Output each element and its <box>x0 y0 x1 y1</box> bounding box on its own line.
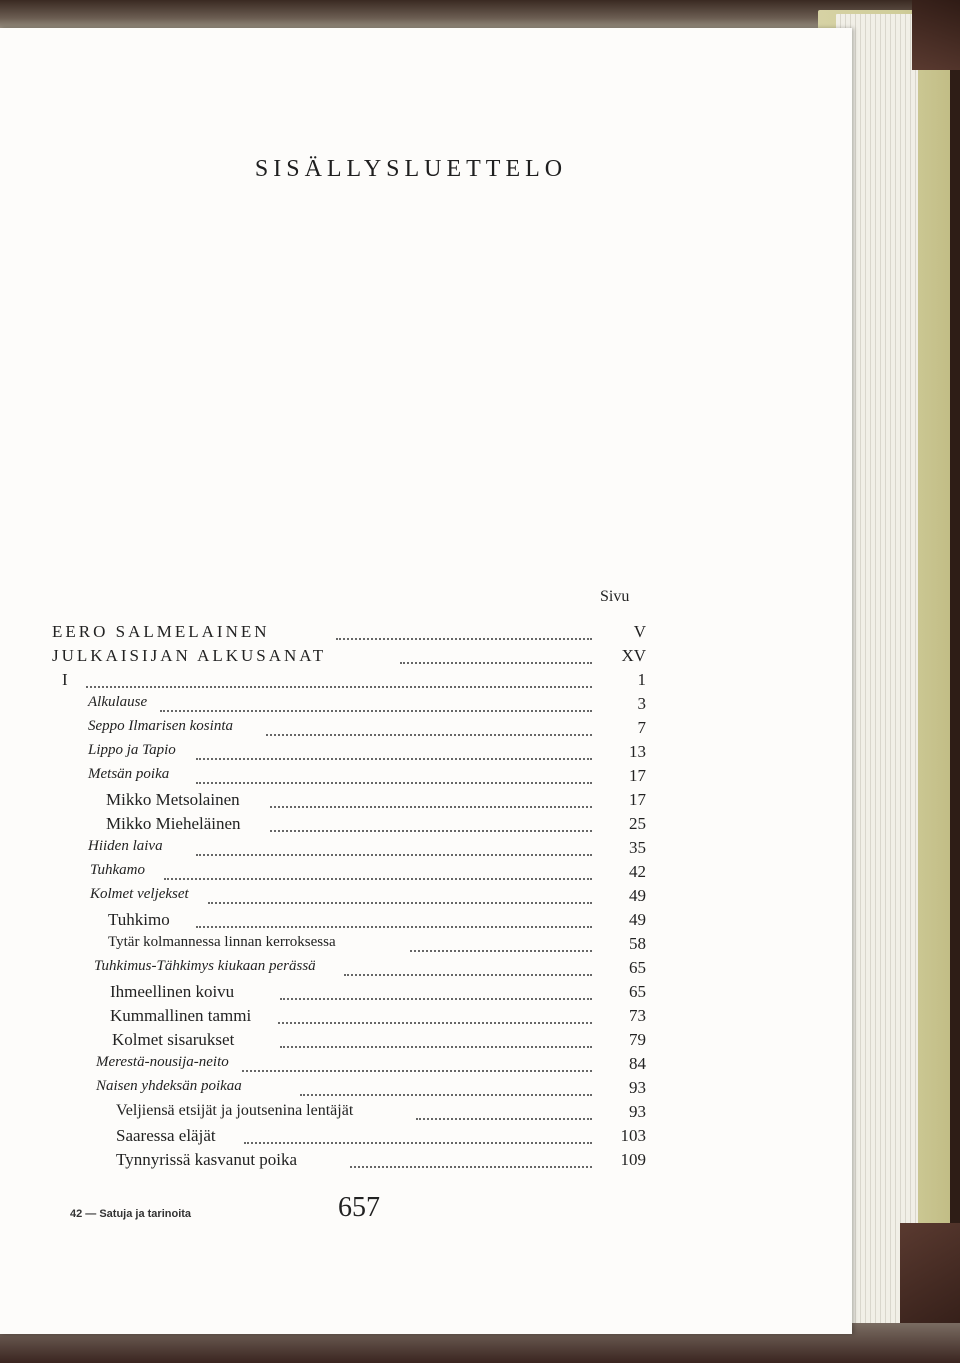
toc-entry-title: Kolmet sisarukset <box>112 1030 235 1049</box>
toc-entry-title: Veljiensä etsijät ja joutsenina lentäjät <box>116 1102 354 1119</box>
page-title: SISÄLLYSLUETTELO <box>254 156 568 182</box>
toc-entry-title: Naisen yhdeksän poikaa <box>96 1078 242 1094</box>
toc-entry-title: Mikko Mieheläinen <box>106 814 241 833</box>
dot-leader <box>280 1024 592 1048</box>
toc-entry-title: Tynnyrissä kasvanut poika <box>116 1150 298 1169</box>
dot-leader <box>208 880 592 904</box>
toc-page-number: 49 <box>629 910 646 929</box>
dot-leader <box>196 832 592 856</box>
toc-page-number: 49 <box>629 886 646 905</box>
dot-leader <box>280 976 592 1000</box>
leather-corner-top <box>912 0 960 70</box>
book-cover-top <box>0 0 960 30</box>
dot-leader <box>350 1144 592 1168</box>
toc-page-number: 79 <box>629 1030 646 1049</box>
page-column-header: Sivu <box>600 588 630 605</box>
dot-leader <box>196 760 592 784</box>
dot-leader <box>278 1000 592 1024</box>
toc-page-number: 109 <box>620 1150 646 1169</box>
toc-page-number: 93 <box>629 1102 646 1121</box>
toc-entry-title: Tuhkimus-Tähkimys kiukaan perässä <box>94 958 316 974</box>
toc-entry-title: Kolmet veljekset <box>90 886 189 902</box>
toc-page-number: 3 <box>637 694 646 713</box>
dot-leader <box>266 712 592 736</box>
toc-entry-title: Hiiden laiva <box>88 838 163 854</box>
dot-leader <box>244 1120 592 1144</box>
toc-page-number: 65 <box>629 982 646 1001</box>
toc-page-number: 25 <box>629 814 646 833</box>
book-page <box>0 28 852 1334</box>
dot-leader <box>196 904 592 928</box>
toc-page-number: 103 <box>620 1126 646 1145</box>
dot-leader <box>336 616 592 640</box>
toc-entry-title: JULKAISIJAN ALKUSANAT <box>52 646 327 665</box>
dot-leader <box>270 808 592 832</box>
toc-page-number: 42 <box>629 862 646 881</box>
toc-page-number: 93 <box>629 1078 646 1097</box>
toc-page-number: 84 <box>629 1054 646 1073</box>
toc-entry-title: I <box>62 670 68 689</box>
toc-page-number: 17 <box>629 790 646 809</box>
toc-entry-title: Mikko Metsolainen <box>106 790 240 809</box>
dot-leader <box>196 736 592 760</box>
toc-entry-title: Alkulause <box>88 694 148 710</box>
toc-page-number: 13 <box>629 742 646 761</box>
toc-page-number: 17 <box>629 766 646 785</box>
dot-leader <box>242 1048 592 1072</box>
dot-leader <box>400 640 592 664</box>
toc-entry-title: Seppo Ilmarisen kosinta <box>88 718 233 734</box>
dot-leader <box>86 664 592 688</box>
toc-page-number: 1 <box>637 670 646 689</box>
toc-page-number: 65 <box>629 958 646 977</box>
table-of-contents <box>0 28 852 1334</box>
toc-entry-title: Metsän poika <box>88 766 170 782</box>
toc-entry-title: Merestä-nousija-neito <box>96 1054 229 1070</box>
toc-entry-title: EERO SALMELAINEN <box>52 622 270 641</box>
dot-leader <box>416 1096 592 1120</box>
toc-page-number: V <box>633 622 646 641</box>
dot-leader <box>160 688 592 712</box>
toc-entry-title: Ihmeellinen koivu <box>110 982 235 1001</box>
dot-leader <box>344 952 592 976</box>
dot-leader <box>300 1072 592 1096</box>
toc-entry-title: Kummallinen tammi <box>110 1006 252 1025</box>
page-number-folio: 657 <box>338 1192 380 1223</box>
toc-entry-title: Tuhkimo <box>108 910 170 929</box>
dot-leader <box>164 856 592 880</box>
toc-page-number: XV <box>621 646 646 665</box>
dot-leader <box>410 928 592 952</box>
toc-entry-title: Tytär kolmannessa linnan kerroksessa <box>108 934 336 950</box>
toc-entry-title: Lippo ja Tapio <box>88 742 176 758</box>
dot-leader <box>270 784 592 808</box>
toc-page-number: 58 <box>629 934 646 953</box>
toc-entry-title: Saaressa eläjät <box>116 1126 216 1145</box>
toc-page-number: 73 <box>629 1006 646 1025</box>
toc-page-number: 35 <box>629 838 646 857</box>
toc-page-number: 7 <box>637 718 646 737</box>
printer-signature: 42 — Satuja ja tarinoita <box>70 1208 192 1220</box>
toc-entry-title: Tuhkamo <box>90 862 146 878</box>
toc-row <box>0 1150 660 1174</box>
